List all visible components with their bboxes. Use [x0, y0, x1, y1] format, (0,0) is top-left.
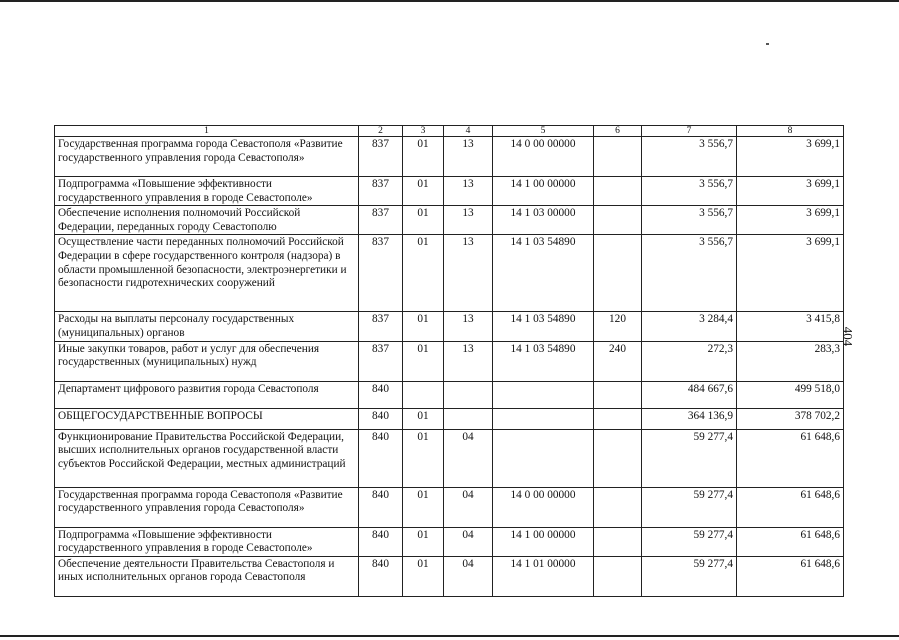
expense-type-cell: 240	[594, 341, 642, 381]
expense-type-cell	[594, 137, 642, 177]
target-article-cell: 14 0 00 00000	[493, 137, 594, 177]
grbs-code-cell: 840	[359, 429, 403, 487]
amount-year2-cell: 61 648,6	[737, 429, 844, 487]
table-row	[55, 408, 844, 429]
section-code-cell	[403, 381, 444, 408]
row-name-cell: Обеспечение исполнения полномочий Российской Федерации, переданных городу Севастополю	[55, 206, 359, 235]
row-name-cell: Государственная программа города Севастополя «Развитие государственного управления города Севастополя»	[55, 487, 359, 527]
grbs-code-cell: 837	[359, 177, 403, 206]
subsection-code-cell: 04	[444, 429, 493, 487]
row-name-cell: ОБЩЕГОСУДАРСТВЕННЫЕ ВОПРОСЫ	[55, 408, 359, 429]
expense-type-cell	[594, 408, 642, 429]
expense-type-cell	[594, 487, 642, 527]
section-code-cell: 01	[403, 206, 444, 235]
expense-type-cell	[594, 527, 642, 556]
amount-year1-cell: 484 667,6	[642, 381, 737, 408]
subsection-code-cell	[444, 381, 493, 408]
target-article-cell	[493, 408, 594, 429]
table-row	[55, 556, 844, 596]
amount-year1-cell: 3 284,4	[642, 312, 737, 341]
grbs-code-cell: 840	[359, 556, 403, 596]
expense-type-cell: 120	[594, 312, 642, 341]
expense-type-cell	[594, 235, 642, 312]
column-header: 7	[642, 126, 737, 137]
table-row	[55, 429, 844, 487]
subsection-code-cell: 04	[444, 487, 493, 527]
subsection-code-cell: 13	[444, 177, 493, 206]
amount-year2-cell: 3 699,1	[737, 137, 844, 177]
amount-year1-cell: 3 556,7	[642, 206, 737, 235]
amount-year1-cell: 59 277,4	[642, 429, 737, 487]
target-article-cell	[493, 381, 594, 408]
grbs-code-cell: 837	[359, 312, 403, 341]
grbs-code-cell: 837	[359, 341, 403, 381]
subsection-code-cell: 13	[444, 312, 493, 341]
table-header-row	[55, 126, 844, 137]
subsection-code-cell: 13	[444, 137, 493, 177]
table-row	[55, 341, 844, 381]
budget-table	[54, 125, 844, 597]
subsection-code-cell: 13	[444, 235, 493, 312]
target-article-cell: 14 1 00 00000	[493, 177, 594, 206]
target-article-cell: 14 1 03 54890	[493, 235, 594, 312]
row-name-cell: Подпрограмма «Повышение эффективности государственного управления в городе Севастополе»	[55, 177, 359, 206]
target-article-cell	[493, 429, 594, 487]
table-row	[55, 137, 844, 177]
amount-year1-cell: 59 277,4	[642, 527, 737, 556]
amount-year1-cell: 59 277,4	[642, 556, 737, 596]
subsection-code-cell: 13	[444, 206, 493, 235]
row-name-cell: Расходы на выплаты персоналу государственных (муниципальных) органов	[55, 312, 359, 341]
grbs-code-cell: 837	[359, 235, 403, 312]
row-name-cell: Государственная программа города Севастополя «Развитие государственного управления города Севастополя»	[55, 137, 359, 177]
amount-year2-cell: 378 702,2	[737, 408, 844, 429]
amount-year2-cell: 3 699,1	[737, 206, 844, 235]
column-header: 1	[55, 126, 359, 137]
table-row	[55, 527, 844, 556]
amount-year1-cell: 3 556,7	[642, 235, 737, 312]
expense-type-cell	[594, 381, 642, 408]
section-code-cell: 01	[403, 177, 444, 206]
section-code-cell: 01	[403, 527, 444, 556]
table-row	[55, 235, 844, 312]
subsection-code-cell: 04	[444, 527, 493, 556]
target-article-cell: 14 1 01 00000	[493, 556, 594, 596]
grbs-code-cell: 840	[359, 527, 403, 556]
expense-type-cell	[594, 177, 642, 206]
amount-year1-cell: 59 277,4	[642, 487, 737, 527]
table-row	[55, 312, 844, 341]
amount-year1-cell: 272,3	[642, 341, 737, 381]
column-header: 4	[444, 126, 493, 137]
column-header: 6	[594, 126, 642, 137]
row-name-cell: Функционирование Правительства Российской Федерации, высших исполнительных органов государственной власти субъектов Российской Федерации, местных администраций	[55, 429, 359, 487]
amount-year2-cell: 61 648,6	[737, 487, 844, 527]
scan-bottom-edge	[0, 635, 899, 637]
amount-year2-cell: 61 648,6	[737, 527, 844, 556]
row-name-cell: Департамент цифрового развития города Севастополя	[55, 381, 359, 408]
grbs-code-cell: 837	[359, 206, 403, 235]
column-header: 5	[493, 126, 594, 137]
grbs-code-cell: 840	[359, 408, 403, 429]
section-code-cell: 01	[403, 487, 444, 527]
subsection-code-cell	[444, 408, 493, 429]
amount-year1-cell: 3 556,7	[642, 177, 737, 206]
table-row	[55, 487, 844, 527]
page-number: 404	[840, 326, 856, 347]
column-header: 8	[737, 126, 844, 137]
amount-year2-cell: 3 699,1	[737, 177, 844, 206]
subsection-code-cell: 04	[444, 556, 493, 596]
amount-year2-cell: 3 415,8	[737, 312, 844, 341]
section-code-cell: 01	[403, 137, 444, 177]
scan-speck	[766, 43, 769, 45]
target-article-cell: 14 1 03 54890	[493, 312, 594, 341]
grbs-code-cell: 840	[359, 381, 403, 408]
section-code-cell: 01	[403, 235, 444, 312]
amount-year2-cell: 61 648,6	[737, 556, 844, 596]
table-row	[55, 206, 844, 235]
target-article-cell: 14 1 03 00000	[493, 206, 594, 235]
section-code-cell: 01	[403, 408, 444, 429]
row-name-cell: Обеспечение деятельности Правительства Севастополя и иных исполнительных органов города Севастополя	[55, 556, 359, 596]
expense-type-cell	[594, 556, 642, 596]
row-name-cell: Осуществление части переданных полномочий Российской Федерации в сфере государственного контроля (надзора) в области промышленной безопасности, электроэнергетики и безопасности гидротехнических сооружений	[55, 235, 359, 312]
grbs-code-cell: 840	[359, 487, 403, 527]
grbs-code-cell: 837	[359, 137, 403, 177]
section-code-cell: 01	[403, 556, 444, 596]
column-header: 2	[359, 126, 403, 137]
column-header: 3	[403, 126, 444, 137]
amount-year1-cell: 364 136,9	[642, 408, 737, 429]
amount-year2-cell: 3 699,1	[737, 235, 844, 312]
row-name-cell: Подпрограмма «Повышение эффективности государственного управления в городе Севастополе»	[55, 527, 359, 556]
amount-year2-cell: 283,3	[737, 341, 844, 381]
table-row	[55, 177, 844, 206]
section-code-cell: 01	[403, 341, 444, 381]
scan-border-line	[0, 0, 899, 2]
expense-type-cell	[594, 206, 642, 235]
target-article-cell: 14 1 03 54890	[493, 341, 594, 381]
table-row	[55, 381, 844, 408]
target-article-cell: 14 0 00 00000	[493, 487, 594, 527]
section-code-cell: 01	[403, 312, 444, 341]
target-article-cell: 14 1 00 00000	[493, 527, 594, 556]
section-code-cell: 01	[403, 429, 444, 487]
row-name-cell: Иные закупки товаров, работ и услуг для обеспечения государственных (муниципальных) нужд	[55, 341, 359, 381]
amount-year2-cell: 499 518,0	[737, 381, 844, 408]
amount-year1-cell: 3 556,7	[642, 137, 737, 177]
subsection-code-cell: 13	[444, 341, 493, 381]
expense-type-cell	[594, 429, 642, 487]
